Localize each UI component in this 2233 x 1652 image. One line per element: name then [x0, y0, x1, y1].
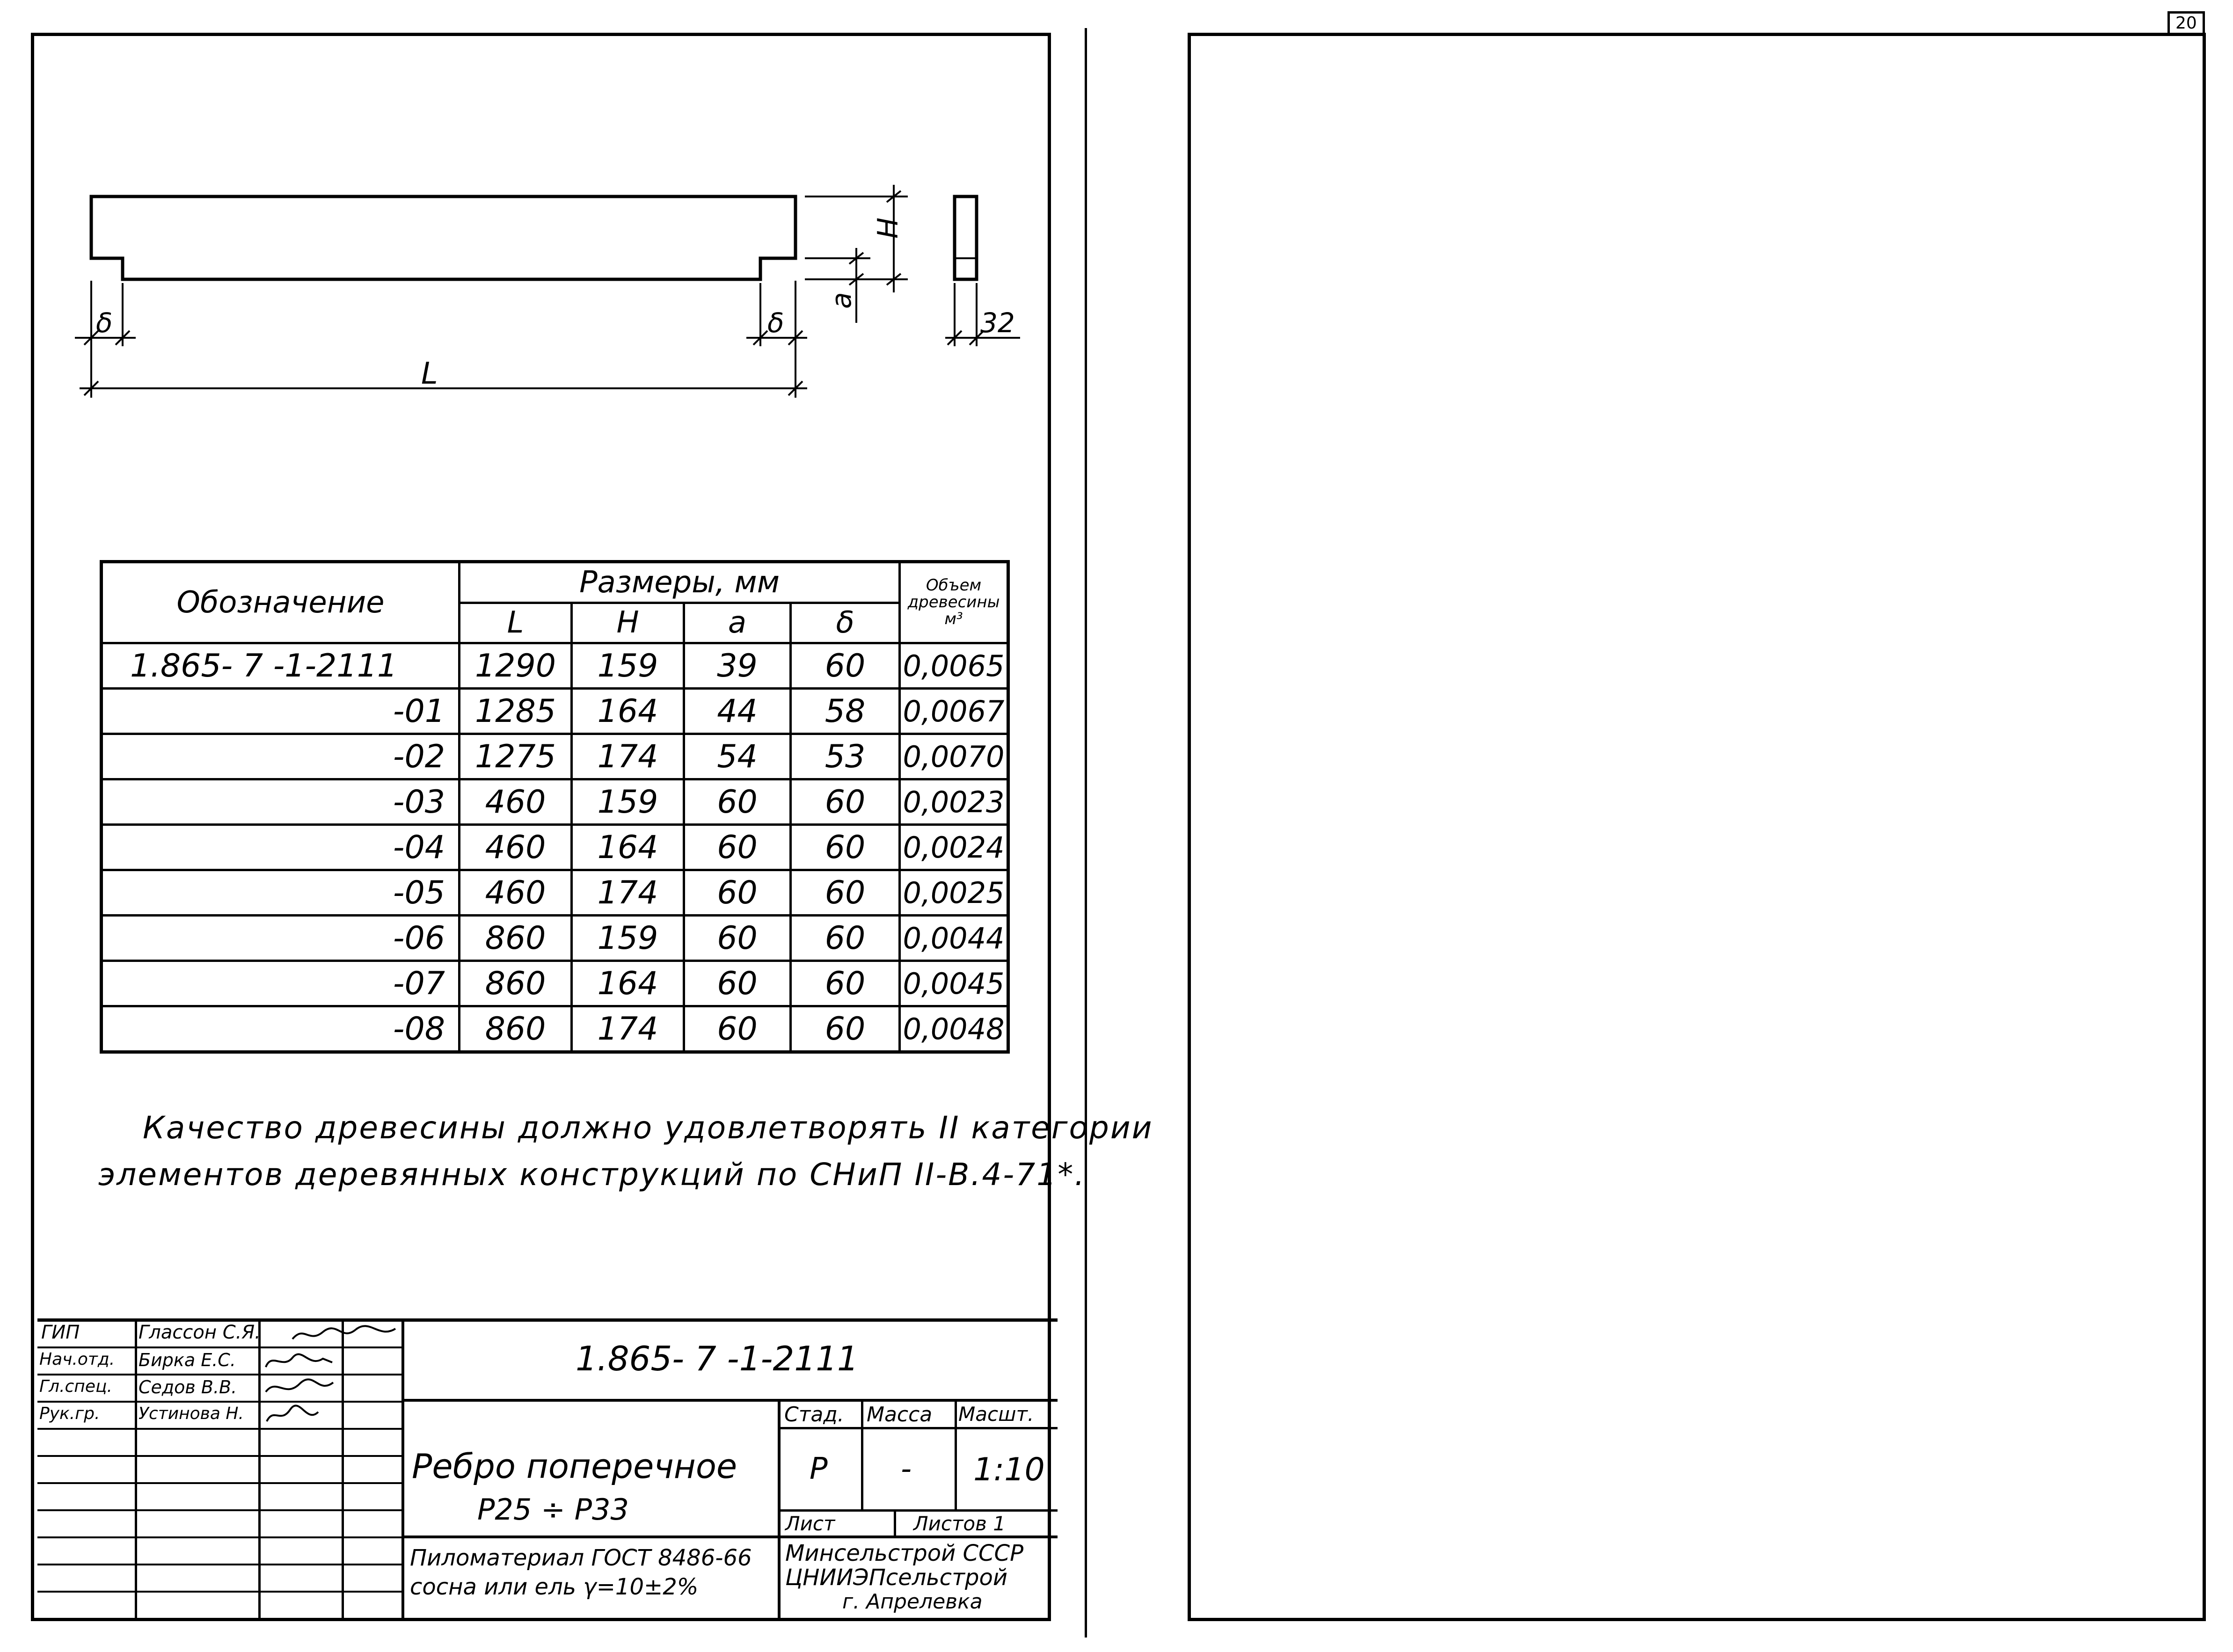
table-row [102, 870, 1008, 916]
item-name-line2: Р25 ÷ Р33 [477, 1492, 629, 1527]
cell-volume: 0,0070 [900, 734, 1008, 779]
cell-volume: 0,0044 [900, 916, 1008, 961]
cell-volume: 0,0045 [900, 961, 1008, 1006]
mass-label: Масса [867, 1403, 933, 1426]
cell-delta: 60 [791, 1006, 900, 1052]
doc-code: 1.865- 7 -1-2111 [576, 1339, 859, 1378]
signature-3 [262, 1375, 337, 1401]
dim-delta-right-label: δ [767, 307, 784, 339]
dim-delta-left-label: δ [96, 307, 113, 339]
cell-volume: 0,0023 [900, 779, 1008, 825]
cell-designation: -02 [102, 734, 460, 779]
cell-L: 1285 [460, 689, 572, 734]
cell-volume: 0,0025 [900, 870, 1008, 916]
cell-delta: 60 [791, 643, 900, 689]
cell-L: 460 [460, 779, 572, 825]
cell-designation: -04 [102, 825, 460, 870]
cell-L: 1275 [460, 734, 572, 779]
scale-label: Масшт. [958, 1403, 1034, 1426]
cell-delta: 60 [791, 961, 900, 1006]
cell-designation: 1.865- 7 -1-2111 [102, 643, 460, 689]
cell-volume: 0,0048 [900, 1006, 1008, 1052]
stage-value: Р [810, 1452, 828, 1486]
scale-value: 1:10 [973, 1451, 1045, 1488]
cell-a: 60 [684, 916, 791, 961]
cell-L: 860 [460, 916, 572, 961]
cell-H: 159 [572, 643, 684, 689]
title-block [37, 1318, 1058, 1619]
header-delta: δ [791, 603, 900, 643]
cell-L: 1290 [460, 643, 572, 689]
header-volume-line1: Объем [926, 576, 982, 595]
cell-H: 159 [572, 916, 684, 961]
item-name-line1: Ребро поперечное [412, 1447, 737, 1486]
sheets-label: Листов 1 [913, 1512, 1006, 1535]
dim-L-label: L [421, 357, 438, 391]
mass-value: - [901, 1452, 912, 1486]
header-volume-line3: м³ [944, 609, 963, 628]
cell-L: 460 [460, 870, 572, 916]
header-dimensions: Размеры, мм [460, 562, 900, 603]
staff-role-2: Нач.отд. [39, 1350, 115, 1369]
staff-name-3: Седов В.В. [139, 1377, 237, 1397]
org-line1: Минсельстрой СССР [785, 1540, 1024, 1566]
table-row [102, 779, 1008, 825]
cell-designation: -03 [102, 779, 460, 825]
parts-table [100, 560, 1010, 1054]
sheet-label: Лист [785, 1512, 835, 1535]
cell-delta: 53 [791, 734, 900, 779]
cell-a: 60 [684, 825, 791, 870]
cell-a: 44 [684, 689, 791, 734]
cell-H: 164 [572, 825, 684, 870]
staff-name-4: Устинова Н. [139, 1404, 244, 1423]
cell-delta: 60 [791, 825, 900, 870]
dim-a-label: a [825, 292, 857, 309]
table-row [102, 1006, 1008, 1052]
org-line3: г. Апрелевка [842, 1590, 983, 1614]
sheet-fold-line [1085, 28, 1087, 1637]
rib-drawing [0, 0, 1076, 468]
org-line2: ЦНИИЭПсельстрой [785, 1565, 1008, 1591]
dim-thickness-label: 32 [980, 307, 1015, 339]
staff-role-3: Гл.спец. [39, 1377, 112, 1396]
stage-label: Стад. [784, 1403, 844, 1426]
cell-H: 174 [572, 734, 684, 779]
note-line-1: Качество древесины должно удовлетворять II категории [143, 1110, 1153, 1146]
header-H: H [572, 603, 684, 643]
table-row [102, 643, 1008, 689]
table-row [102, 825, 1008, 870]
cell-a: 60 [684, 779, 791, 825]
cell-L: 860 [460, 1006, 572, 1052]
cell-designation: -07 [102, 961, 460, 1006]
cell-volume: 0,0024 [900, 825, 1008, 870]
cell-H: 159 [572, 779, 684, 825]
cell-a: 60 [684, 961, 791, 1006]
cell-designation: -06 [102, 916, 460, 961]
cell-designation: -05 [102, 870, 460, 916]
cell-H: 174 [572, 1006, 684, 1052]
cell-a: 60 [684, 870, 791, 916]
table-row [102, 961, 1008, 1006]
rib-outline [91, 196, 795, 279]
staff-role-4: Рук.гр. [39, 1404, 100, 1423]
cell-a: 60 [684, 1006, 791, 1052]
staff-name-2: Бирка Е.С. [139, 1350, 236, 1370]
signature-4 [262, 1403, 337, 1428]
cell-delta: 60 [791, 870, 900, 916]
header-volume [900, 562, 1008, 643]
staff-role-1: ГИП [41, 1322, 80, 1343]
page-number: 20 [2167, 11, 2205, 35]
cell-H: 164 [572, 961, 684, 1006]
cell-L: 860 [460, 961, 572, 1006]
header-designation: Обозначение [102, 562, 460, 643]
cell-volume: 0,0065 [900, 643, 1008, 689]
cell-designation: -08 [102, 1006, 460, 1052]
cell-a: 39 [684, 643, 791, 689]
header-a: a [684, 603, 791, 643]
material-line2: сосна или ель γ=10±2% [410, 1574, 699, 1600]
header-L: L [460, 603, 572, 643]
rib-section [955, 196, 977, 279]
cell-volume: 0,0067 [900, 689, 1008, 734]
cell-designation: -01 [102, 689, 460, 734]
material-line1: Пиломатериал ГОСТ 8486-66 [410, 1545, 752, 1571]
cell-delta: 60 [791, 916, 900, 961]
note-line-2: элементов деревянных конструкций по СНиП II-В.4-71*. [98, 1157, 1086, 1193]
cell-delta: 60 [791, 779, 900, 825]
cell-H: 164 [572, 689, 684, 734]
signature-2 [262, 1348, 337, 1374]
signature-1 [290, 1320, 398, 1348]
table-row [102, 734, 1008, 779]
right-sheet-frame [1188, 33, 2206, 1621]
cell-delta: 58 [791, 689, 900, 734]
table-row [102, 916, 1008, 961]
cell-H: 174 [572, 870, 684, 916]
staff-name-1: Глассон С.Я. [139, 1322, 261, 1343]
cell-L: 460 [460, 825, 572, 870]
header-volume-line2: древесины [907, 593, 1000, 612]
cell-a: 54 [684, 734, 791, 779]
dim-H-label: H [872, 217, 905, 239]
table-row [102, 689, 1008, 734]
